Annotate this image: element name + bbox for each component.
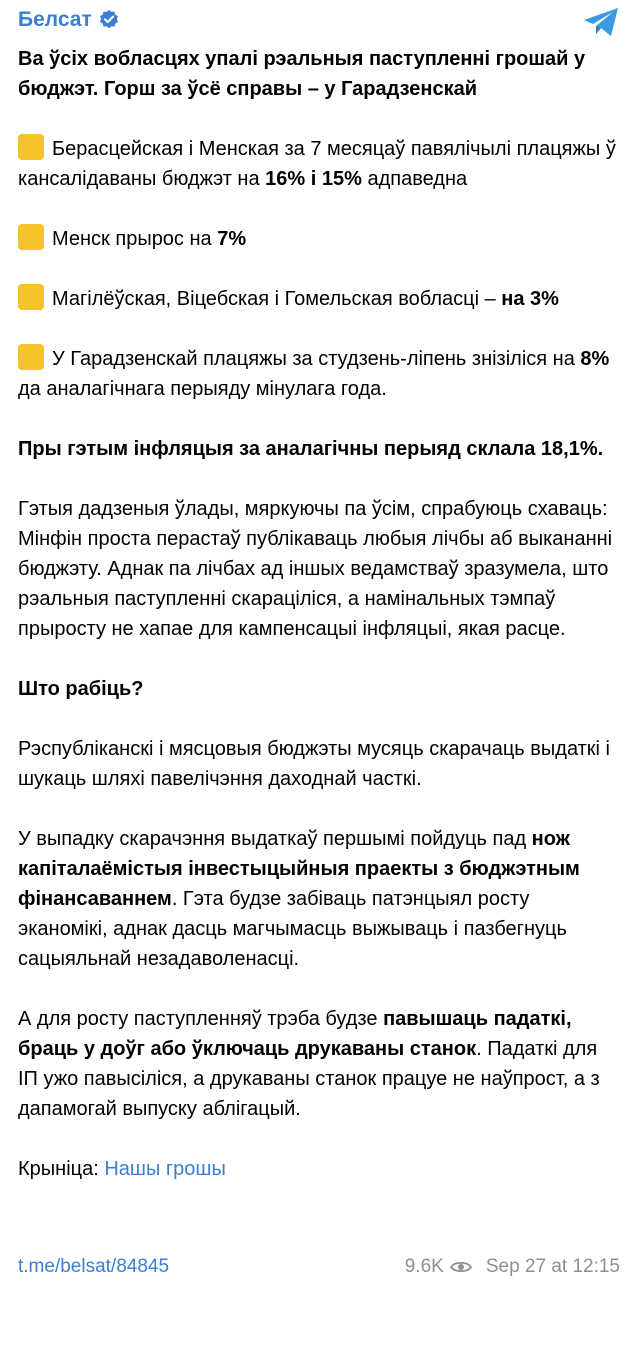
verified-badge-icon: [98, 9, 120, 31]
yellow-square-icon: [18, 344, 44, 370]
paragraph-data-hidden: Гэтыя дадзеныя ўлады, мяркуючы па ўсім, спрабуюць схаваць: Мінфін проста перастаў публікаваць любыя лічбы аб выкананні бюджэту. Аднак па лічбах ад іншых ведамстваў зразумела, што рэальныя паступленні скараціліся, а намінальных тэмпаў прыросту не хапае для кампенсацыі інфляцыі, якая расце.: [18, 498, 613, 640]
view-count: 9.6K: [404, 1256, 444, 1277]
eye-icon: [450, 1260, 472, 1274]
source-line: Крыніца: Нашы грошы: [18, 1158, 226, 1180]
bullet-mogilev-vitebsk-gomel: Магілёўская, Віцебская і Гомельская вобласці – на 3%: [18, 284, 622, 314]
post-footer: [18, 1256, 620, 1286]
bullet-brest-minsk-region: Берасцейская і Менская за 7 месяцаў павялічылі плацяжы ў кансалідаваны бюджэт на 16% і 15% адпаведна: [18, 134, 622, 194]
paragraph-revenue-growth: А для росту паступленняў трэба будзе павышаць падаткі, браць у доўг або ўключаць друкаваны станок. Падаткі для ІП ужо павысіліся, а друкаваны станок працуе не наўпрост, а з дапамогай выпуску аблігацый.: [18, 1008, 600, 1120]
paragraph-budgets: Рэспубліканскі і мясцовыя бюджэты мусяць скарачаць выдаткі і шукаць шляхі павелічэння даходнай часткі.: [18, 738, 610, 790]
inflation-statement: Пры гэтым інфляцыя за аналагічны перыяд склала 18,1%.: [18, 438, 604, 460]
source-link[interactable]: Нашы грошы: [104, 1158, 226, 1180]
yellow-square-icon: [18, 134, 44, 160]
post-timestamp: Sep 27 at 12:15: [485, 1256, 620, 1277]
section-heading: Што рабіць?: [18, 678, 144, 700]
paragraph-expense-cuts: У выпадку скарачэння выдаткаў першымі пойдуць пад нож капіталаёмістыя інвестыцыйныя праекты з бюджэтным фінансаваннем. Гэта будзе забіваць патэнцыял росту эканомікі, аднак дасць магчымасць выжываць і пазбегнуць сацыяльнай незадаволенасці.: [18, 828, 580, 970]
yellow-square-icon: [18, 284, 44, 310]
post-body: [18, 44, 622, 1214]
channel-name[interactable]: Белсат: [18, 8, 92, 31]
permalink[interactable]: t.me/belsat/84845: [18, 1256, 170, 1277]
telegram-share-icon[interactable]: [582, 6, 620, 38]
post-header: [18, 2, 620, 42]
bullet-minsk: Менск прырос на 7%: [18, 224, 622, 254]
post-meta: [405, 1256, 620, 1278]
post-title: Ва ўсіх вобласцях упалі рэальныя паступленні грошай у бюджэт. Горш за ўсё справы – у Гарадзенскай: [18, 48, 586, 100]
yellow-square-icon: [18, 224, 44, 250]
bullet-grodno: У Гарадзенскай плацяжы за студзень-ліпень знізіліся на 8% да аналагічнага перыяду мінулага года.: [18, 344, 622, 404]
channel-name-row[interactable]: [18, 8, 120, 32]
